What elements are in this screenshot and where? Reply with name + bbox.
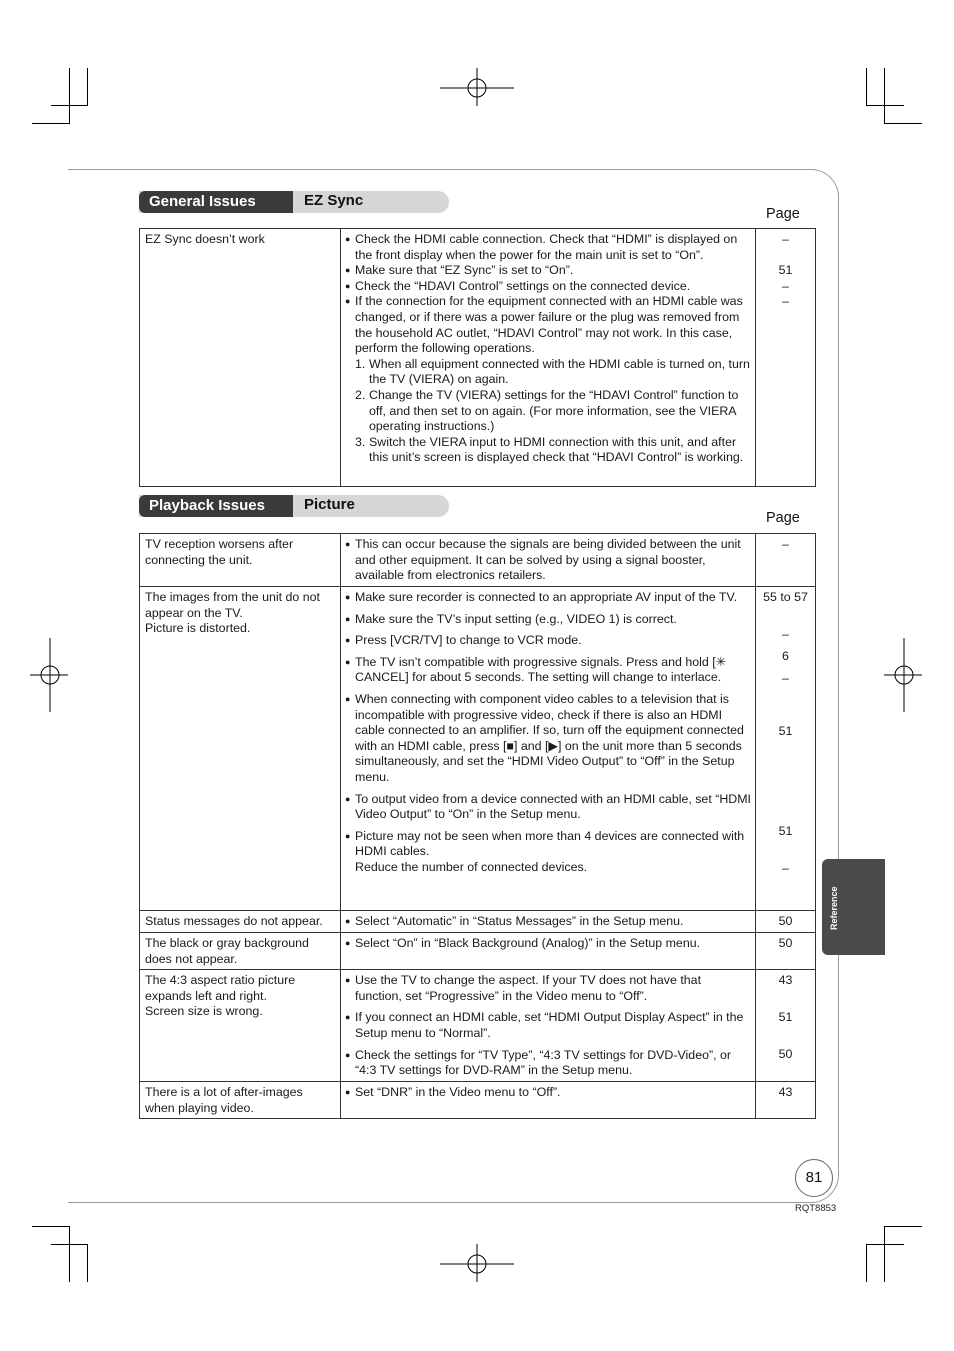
list-item: ● Make sure recorder is connected to an appropriate AV input of the TV. (345, 590, 751, 606)
list-item: ● To output video from a device connected with an HDMI cable, set “HDMI Video Output” to “On” in the Setup menu. (345, 792, 751, 823)
page-ref-cell: 50 (756, 911, 816, 933)
registration-mark-icon (30, 638, 70, 714)
list-item: ● Use the TV to change the aspect. If your TV does not have that function, set “Progressive” in the Video menu to “Off”. (345, 973, 751, 1004)
list-item: ● Check the settings for “TV Type”, “4:3 TV settings for DVD-Video”, or “4:3 TV settings for DVD-RAM” in the Setup menu. (345, 1048, 751, 1079)
registration-mark-icon (440, 1244, 516, 1284)
list-item: ● Check the HDMI cable connection. Check that “HDMI” is displayed on the front display when the power for the main unit is set to “On”. (345, 232, 751, 263)
page-ref-cell: 55 to 57 – 6 – 51 51 – (756, 587, 816, 911)
problem-cell: TV reception worsens after connecting the unit. (140, 534, 341, 587)
list-item: ● Select “Automatic” in “Status Messages” in the Setup menu. (345, 914, 751, 930)
problem-cell: The 4:3 aspect ratio picture expands left and right. Screen size is wrong. (140, 970, 341, 1082)
list-item: ● If you connect an HDMI cable, set “HDMI Output Display Aspect” in the Setup menu to “Normal”. (345, 1010, 751, 1041)
page-ref-cell: 43 (756, 1082, 816, 1119)
solution-cell (341, 534, 756, 587)
registration-mark-icon (884, 638, 924, 714)
page-column-label: Page (766, 206, 800, 222)
troubleshooting-table-picture (139, 533, 816, 1119)
problem-cell: EZ Sync doesn’t work (140, 229, 341, 487)
registration-mark-icon (440, 68, 516, 108)
problem-cell: The black or gray background does not appear. (140, 933, 341, 970)
table-row (140, 229, 816, 487)
page-number: 81 (795, 1159, 833, 1197)
problem-cell: Status messages do not appear. (140, 911, 341, 933)
section-subtitle: EZ Sync (304, 192, 364, 209)
list-item: ● Select “On” in “Black Background (Analog)” in the Setup menu. (345, 936, 751, 952)
page-ref-cell: 50 (756, 933, 816, 970)
section-title: Playback Issues (139, 495, 293, 517)
solution-cell (341, 1082, 756, 1119)
page-ref-cell: – (756, 534, 816, 587)
table-row (140, 1082, 816, 1119)
document-code: RQT8853 (795, 1203, 837, 1214)
list-item: ● Press [VCR/TV] to change to VCR mode. (345, 633, 751, 649)
solution-cell (341, 229, 756, 487)
table-row (140, 911, 816, 933)
section-subtitle: Picture (304, 496, 355, 513)
problem-cell: The images from the unit do not appear on the TV. Picture is distorted. (140, 587, 341, 911)
list-item: ● If the connection for the equipment connected with an HDMI cable was changed, or if there was a power failure or the plug was removed from the household AC outlet, “HDAVI Control” may not work. In this case, perform the following operations. (345, 294, 751, 356)
troubleshooting-table-ez-sync (139, 228, 816, 487)
table-row (140, 587, 816, 911)
step-item: 3. Switch the VIERA input to HDMI connection with this unit, and after this unit’s screen is displayed check that “HDAVI Control” is working. (355, 434, 744, 465)
problem-cell: There is a lot of after-images when playing video. (140, 1082, 341, 1119)
list-item: ● Make sure that “EZ Sync” is set to “On”. (345, 263, 751, 279)
table-row (140, 970, 816, 1082)
solution-cell (341, 933, 756, 970)
step-item: 2. Change the TV (VIERA) settings for the “HDAVI Control” function to off, and then set to on again. (For more information, see the VIERA operating instructions.) (355, 387, 739, 434)
list-item: ● Make sure the TV’s input setting (e.g., VIDEO 1) is correct. (345, 612, 751, 628)
step-item: 1. When all equipment connected with the HDMI cable is turned on, turn the TV (VIERA) on again. (355, 356, 750, 387)
page-column-label: Page (766, 510, 800, 526)
side-tab-label: Reference (829, 886, 839, 930)
table-row (140, 534, 816, 587)
table-row (140, 933, 816, 970)
section-title: General Issues (139, 191, 293, 213)
list-item: ● When connecting with component video cables to a television that is incompatible with progressive video, check if there is also an HDMI cable connected to an amplifier. If so, turn off the equipment connected with an HDMI cable, press [■] and [▶] on the unit more than 5 seconds simultaneously, and set the “HDMI Video Output” to “Off” in the Setup menu. (345, 692, 751, 786)
page-ref-cell: – 51 – – (756, 229, 816, 487)
list-item: ● Picture may not be seen when more than 4 devices are connected with HDMI cables. Reduce the number of connected devices. (345, 829, 751, 876)
list-item: ● The TV isn’t compatible with progressive signals. Press and hold [✳ CANCEL] for about 5 seconds. The setting will change to interlace. (345, 655, 751, 686)
solution-cell (341, 970, 756, 1082)
page-ref-cell: 43 51 50 (756, 970, 816, 1082)
list-item: ● Check the “HDAVI Control” settings on the connected device. (345, 279, 751, 295)
list-item: ● Set “DNR” in the Video menu to “Off”. (345, 1085, 751, 1101)
solution-cell (341, 587, 756, 911)
solution-cell (341, 911, 756, 933)
list-item: ● This can occur because the signals are being divided between the unit and other equipment. It can be solved by using a signal booster, available from electronics retailers. (345, 537, 751, 584)
